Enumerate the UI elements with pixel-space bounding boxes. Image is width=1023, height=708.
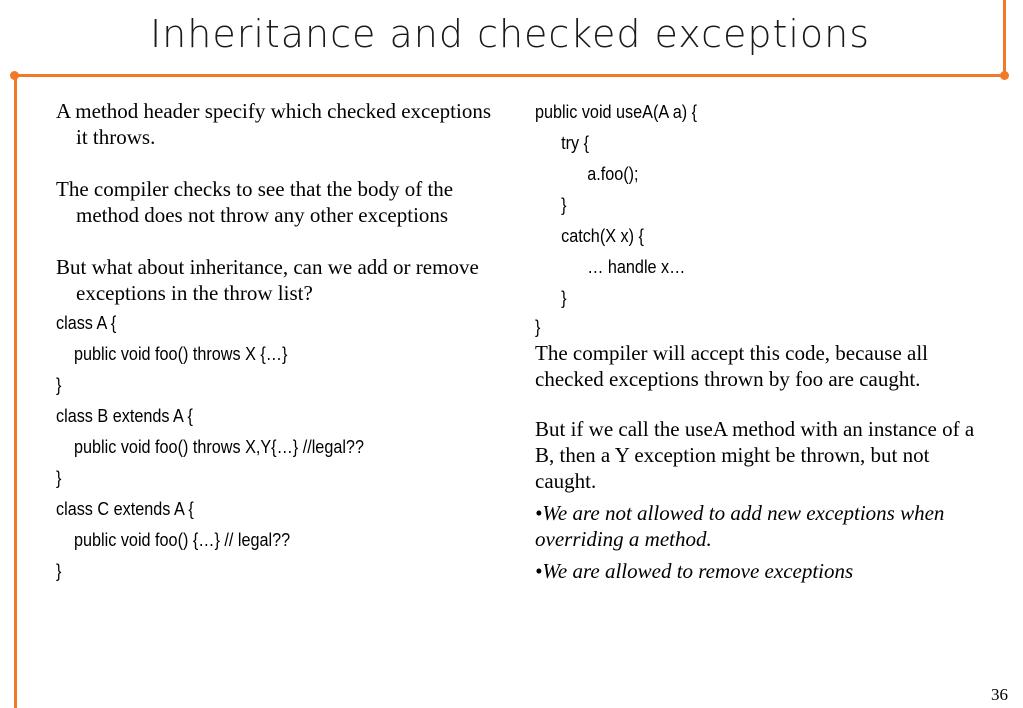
code-line: class C extends A { [56, 499, 194, 519]
code-line: try { [561, 133, 590, 153]
right-paragraph-2: But if we call the useA method with an instance of a B, then a Y exception might be thrown, but not caught. [535, 417, 975, 493]
code-line: catch(X x) { [561, 226, 644, 246]
code-line: class B extends A { [56, 406, 193, 426]
right-column [535, 97, 980, 584]
code-line: } [535, 317, 541, 337]
left-paragraph-2: The compiler checks to see that the body of the method does not throw any other exceptions [56, 177, 454, 227]
corner-dot-left [10, 71, 19, 80]
top-rule [14, 74, 1006, 77]
code-line: } [561, 288, 567, 308]
code-line: public void foo() throws X,Y{…} //legal?? [74, 437, 364, 457]
bullet-item-2: •We are allowed to remove exceptions [535, 559, 854, 583]
right-code-block [535, 97, 980, 340]
code-line: } [56, 468, 62, 488]
code-line: public void useA(A a) { [535, 102, 698, 122]
code-line: public void foo() throws X {…} [74, 344, 288, 364]
code-line: } [56, 561, 62, 581]
code-line: class A { [56, 313, 117, 333]
code-line: public void foo() {…} // legal?? [74, 530, 291, 550]
code-line: a.foo(); [587, 164, 639, 184]
right-paragraph-1: The compiler will accept this code, because all checked exceptions thrown by foo are caught. [535, 341, 929, 391]
right-rule [1003, 0, 1006, 77]
corner-dot-right [1000, 71, 1009, 80]
bullet-item-1: •We are not allowed to add new exceptions when overriding a method. [535, 501, 945, 551]
slide-title: Inheritance and checked exceptions [149, 12, 871, 56]
left-code-block [56, 308, 506, 587]
left-column [56, 98, 506, 587]
left-rule [14, 74, 17, 708]
left-paragraph-3: But what about inheritance, can we add or remove exceptions in the throw list? [56, 255, 479, 305]
code-line: } [561, 195, 567, 215]
left-paragraph-1: A method header specify which checked exceptions it throws. [56, 99, 492, 149]
code-line: … handle x… [587, 257, 686, 277]
code-line: } [56, 375, 62, 395]
page-number: 36 [991, 685, 1008, 704]
